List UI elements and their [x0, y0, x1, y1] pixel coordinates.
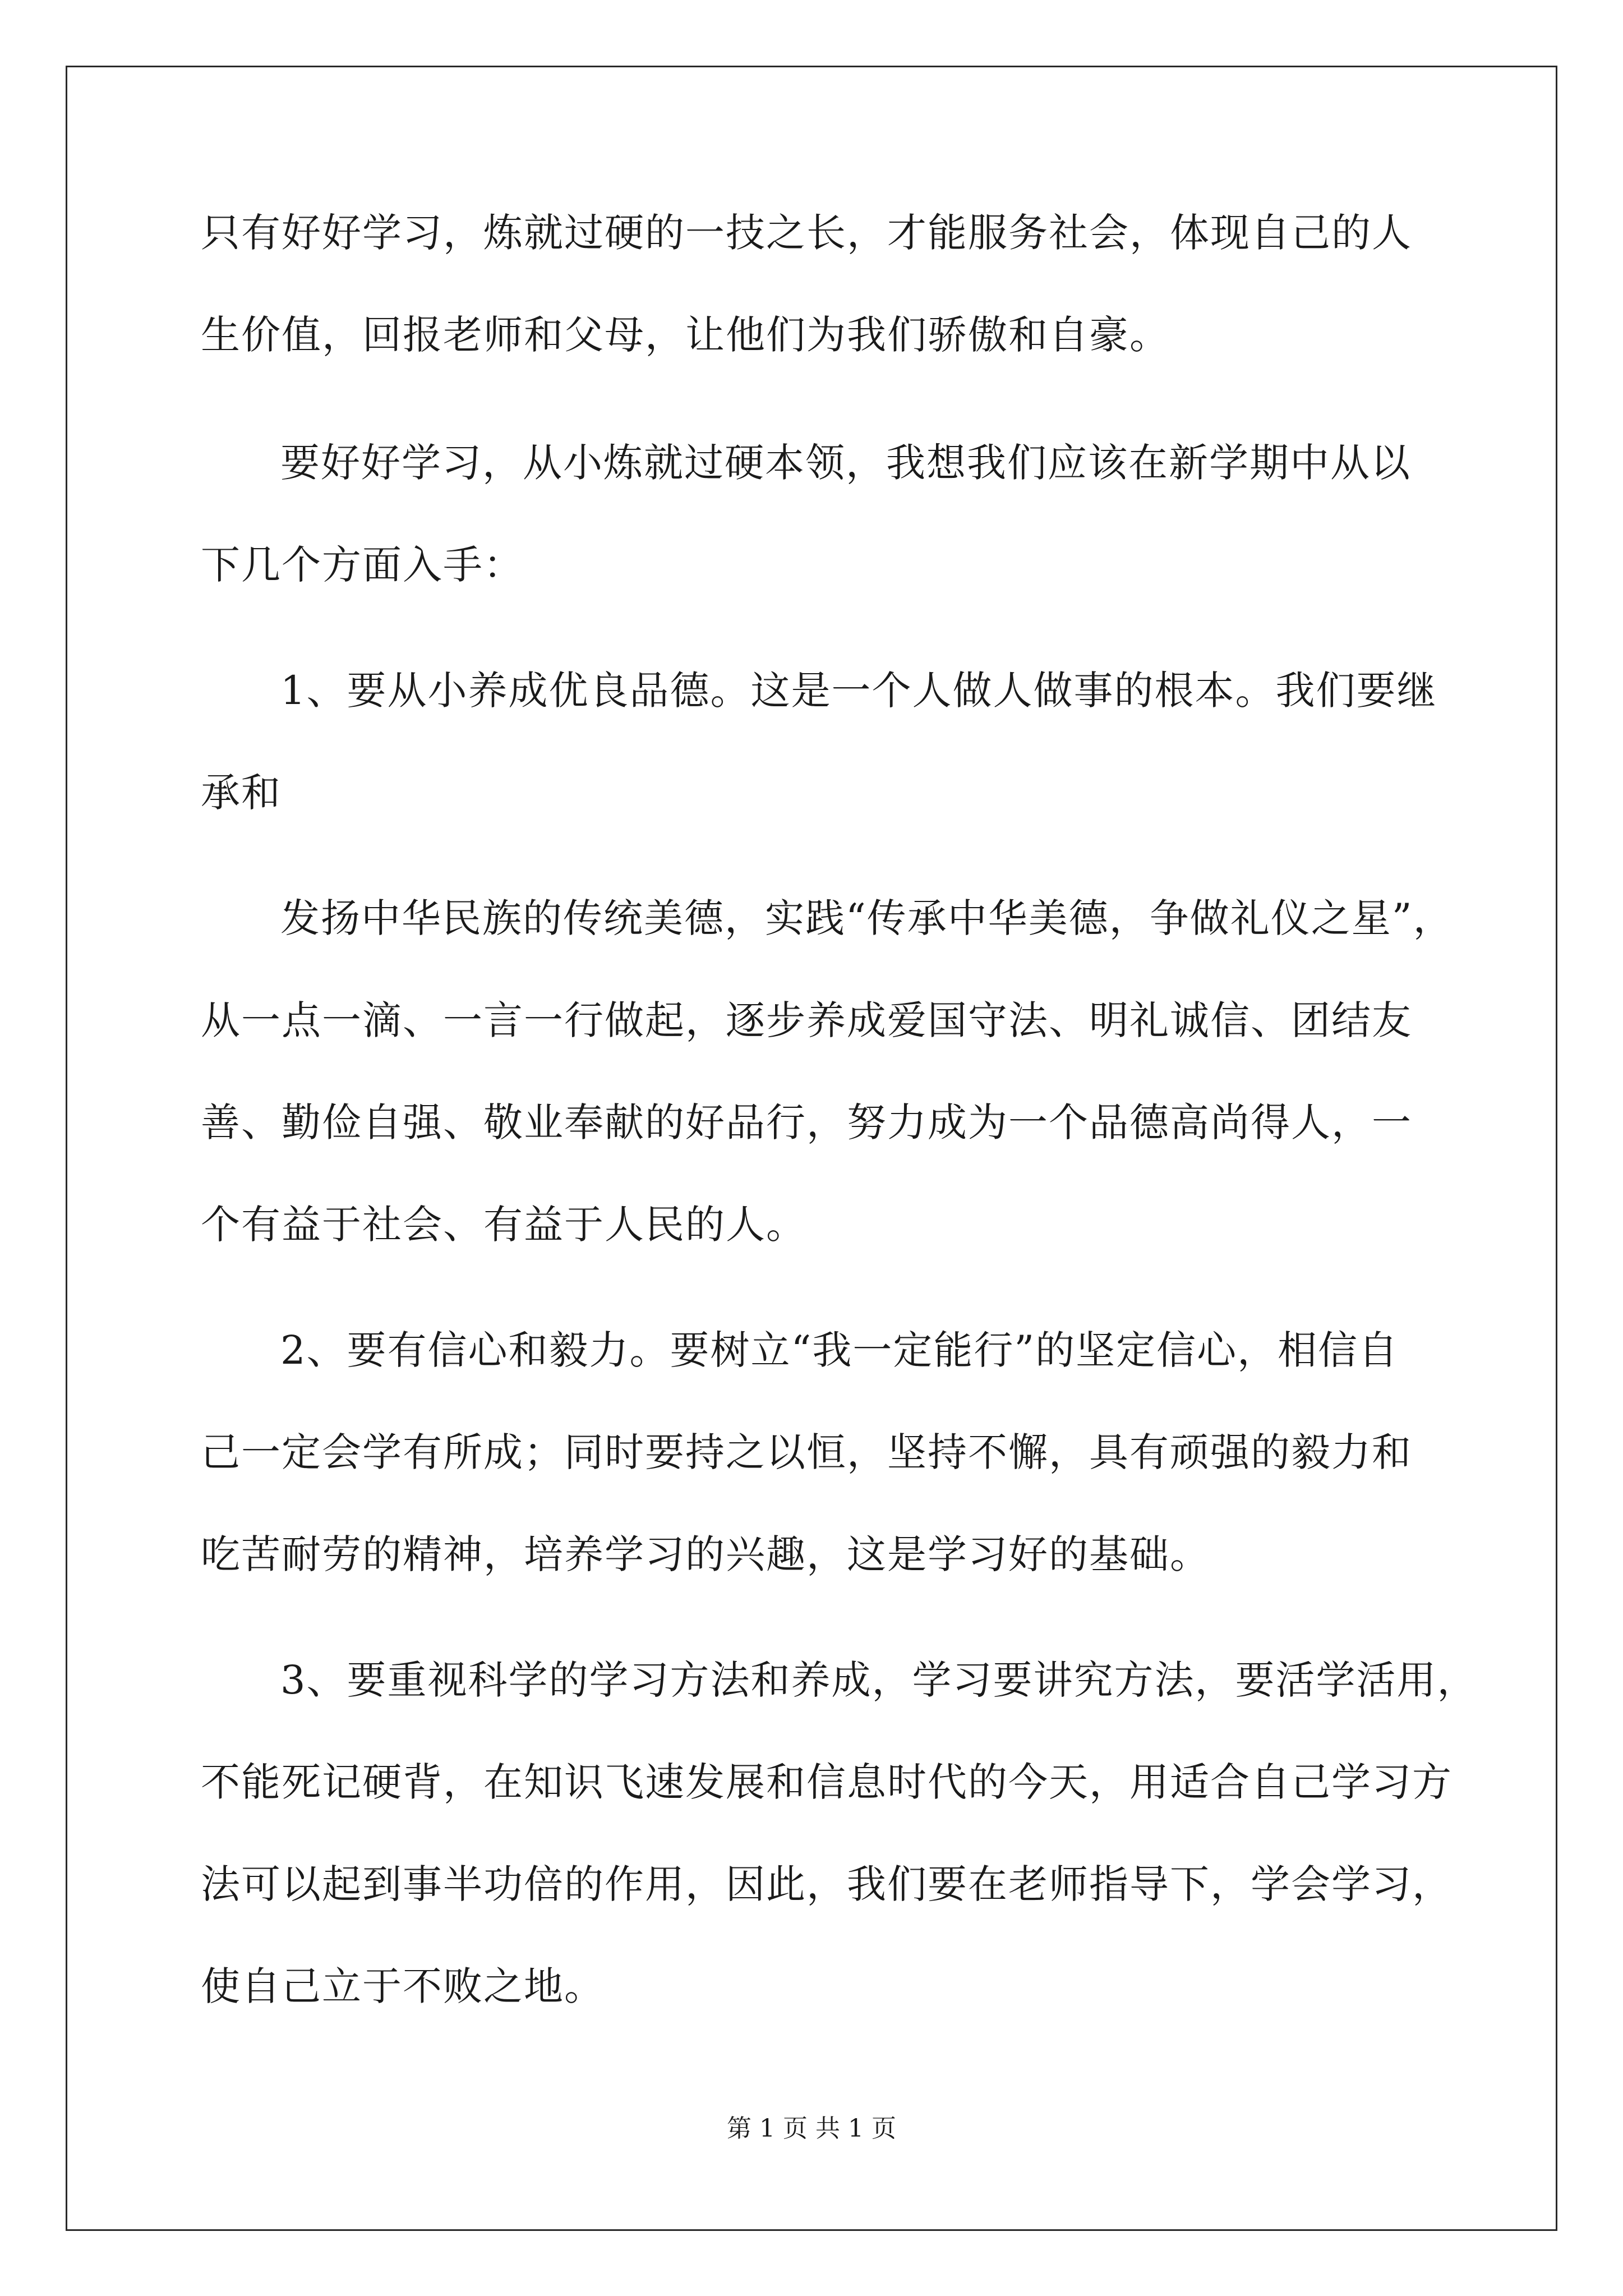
text-line: 下几个方面入手：	[201, 542, 524, 588]
text-line: 从一点一滴、一言一行做起，逐步养成爱国守法、明礼诚信、团结友	[201, 997, 1412, 1043]
text-line: 要好好学习，从小炼就过硬本领，我想我们应该在新学期中从以	[280, 440, 1411, 486]
text-line: 善、勤俭自强、敬业奉献的好品行，努力成为一个品德高尚得人，一	[201, 1099, 1412, 1145]
text-line: 3、要重视科学的学习方法和养成，学习要讲究方法，要活学活用，	[280, 1657, 1478, 1703]
text-line: 法可以起到事半功倍的作用，因此，我们要在老师指导下，学会学习，	[201, 1861, 1453, 1907]
text-line: 吃苦耐劳的精神，培养学习的兴趣，这是学习好的基础。	[201, 1531, 1210, 1577]
text-line: 使自己立于不败之地。	[201, 1963, 605, 2009]
text-line: 只有好好学习，炼就过硬的一技之长，才能服务社会，体现自己的人	[201, 210, 1412, 256]
text-line: 生价值，回报老师和父母，让他们为我们骄傲和自豪。	[201, 312, 1170, 358]
text-line: 己一定会学有所成；同时要持之以恒，坚持不懈，具有顽强的毅力和	[201, 1429, 1412, 1475]
text-line: 个有益于社会、有益于人民的人。	[201, 1202, 806, 1248]
text-line: 1、要从小养成优良品德。这是一个人做人做事的根本。我们要继	[280, 668, 1437, 714]
text-line: 发扬中华民族的传统美德，实践“传承中华美德，争做礼仪之星”，	[280, 895, 1454, 941]
text-line: 不能死记硬背，在知识飞速发展和信息时代的今天，用适合自己学习方	[201, 1759, 1453, 1805]
page-number-footer: 第 1 页 共 1 页	[727, 2114, 896, 2143]
text-line: 承和	[201, 770, 282, 816]
text-line: 2、要有信心和毅力。要树立“我一定能行”的坚定信心，相信自	[280, 1327, 1399, 1373]
